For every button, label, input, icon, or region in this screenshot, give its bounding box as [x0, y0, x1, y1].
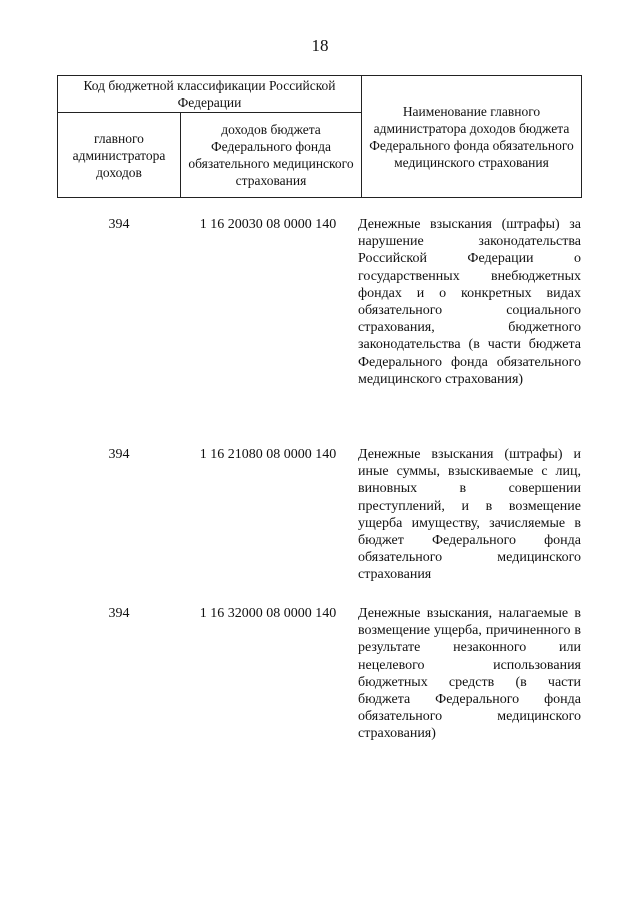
header-col-name: Наименование главного администратора доходов бюджета Федерального фонда обязательного медицинского страхования [362, 76, 582, 198]
row-revenue-code: 1 16 32000 08 0000 140 [199, 606, 337, 621]
table-row [57, 446, 582, 605]
header-col-revenue: доходов бюджета Федерального фонда обязательного медицинского страхования [181, 113, 362, 198]
page-number: 18 [311, 36, 329, 55]
table-row [57, 216, 582, 446]
classification-header-table [57, 75, 582, 198]
header-col-admin: главного администратора доходов [58, 113, 181, 198]
row-name: Денежные взыскания (штрафы) и иные суммы, взыскиваемые с лиц, виновных в совершении преступлений, и в возмещение ущерба имуществу, зачисляемые в бюджет Федерального фонда обязательного медицинского страхования [358, 447, 581, 583]
table-body [57, 216, 582, 775]
row-revenue-code: 1 16 21080 08 0000 140 [199, 447, 337, 462]
row-admin-code: 394 [108, 606, 130, 621]
row-admin-code: 394 [108, 447, 130, 462]
row-revenue-code: 1 16 20030 08 0000 140 [199, 217, 337, 232]
row-name: Денежные взыскания, налагаемые в возмещение ущерба, причиненного в результате незаконного или нецелевого использования бюджетных средств (в части бюджета Федерального фонда обязательного медицинского страхования) [358, 606, 581, 742]
header-group-title: Код бюджетной классификации Российской Федерации [58, 76, 362, 113]
row-name: Денежные взыскания (штрафы) за нарушение законодательства Российской Федерации о государственных внебюджетных фондах и о конкретных видах обязательного социального страхования, бюджетного законодательства (в части бюджета Федерального фонда обязательного медицинского страхования) [358, 217, 581, 387]
row-admin-code: 394 [108, 217, 130, 232]
table-row [57, 605, 582, 775]
